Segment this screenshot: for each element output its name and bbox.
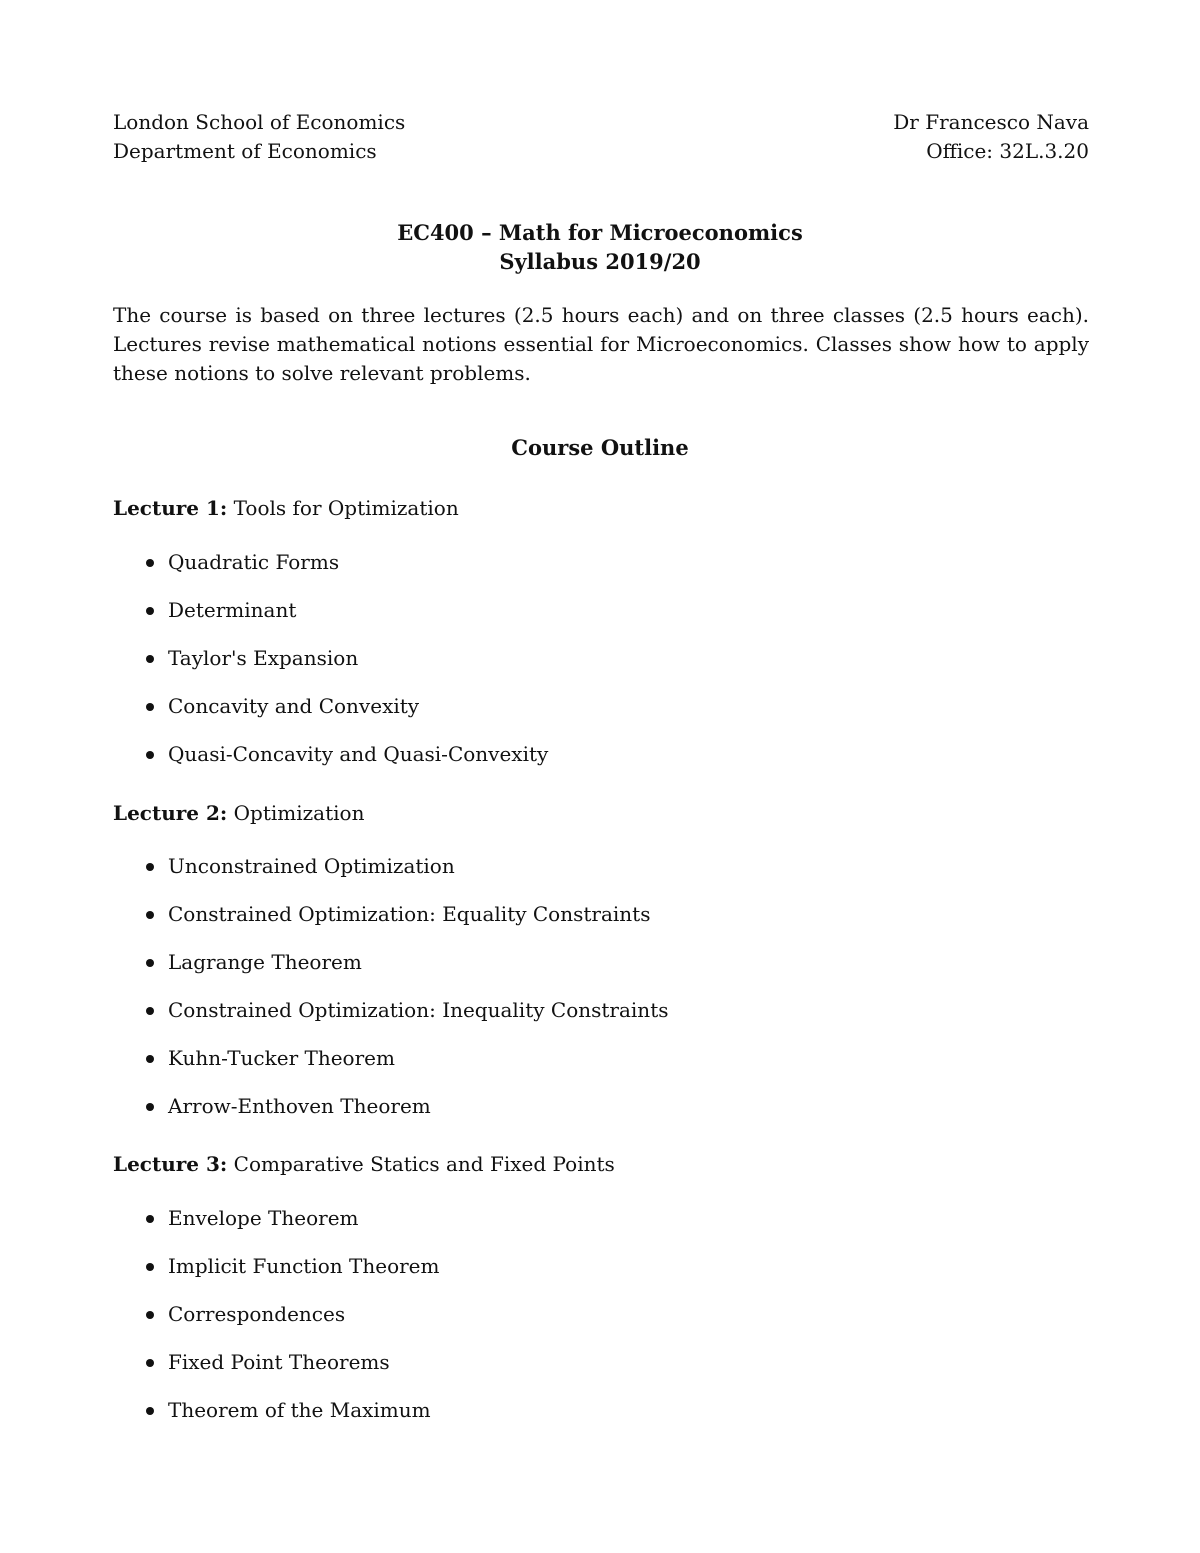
list-item [146,1348,439,1396]
topic-text: Implicit Function Theorem [168,1254,440,1278]
office-location: Office: 32L.3.20 [926,139,1089,163]
institution-block [113,108,405,166]
topic-text: Envelope Theorem [168,1206,359,1230]
lecture-heading [113,494,459,523]
lecture-topic-list [146,548,548,788]
course-title: EC400 – Math for Microeconomics [397,220,803,245]
topic-text: Constrained Optimization: Inequality Constraints [168,998,669,1022]
list-item [146,596,548,644]
bullet-icon [146,1007,154,1015]
topic-text: Quadratic Forms [168,550,340,574]
instructor-block [893,108,1089,166]
topic-text: Concavity and Convexity [168,694,420,718]
list-item [146,996,669,1044]
institution-name: London School of Economics [113,110,406,134]
topic-text: Determinant [168,598,297,622]
list-item [146,644,548,692]
lecture-title: Tools for Optimization [233,496,459,520]
lecture-label: Lecture 1: [113,496,228,520]
list-item [146,852,669,900]
list-item [146,548,548,596]
topic-text: Fixed Point Theorems [168,1350,390,1374]
bullet-icon [146,863,154,871]
bullet-icon [146,751,154,759]
bullet-icon [146,559,154,567]
lecture-label: Lecture 2: [113,801,228,825]
topic-text: Constrained Optimization: Equality Constraints [168,902,651,926]
bullet-icon [146,607,154,615]
lecture-heading [113,799,364,828]
list-item [146,948,669,996]
syllabus-year: Syllabus 2019/20 [499,249,701,274]
bullet-icon [146,1359,154,1367]
course-description: The course is based on three lectures (2.5 hours each) and on three classes (2.5 hours each). Lectures revise mathematical notions essential for Microeconomics. Classes show how to apply these notions to solve relevant problems. [113,303,1089,385]
list-item [146,900,669,948]
lecture-label: Lecture 3: [113,1152,228,1176]
list-item [146,1252,439,1300]
topic-text: Arrow-Enthoven Theorem [168,1094,431,1118]
course-title-block [0,218,1200,276]
outline-heading: Course Outline [511,435,689,460]
topic-text: Lagrange Theorem [168,950,362,974]
list-item [146,692,548,740]
bullet-icon [146,655,154,663]
bullet-icon [146,1215,154,1223]
list-item [146,1396,439,1444]
list-item [146,1092,669,1140]
instructor-name: Dr Francesco Nava [893,110,1089,134]
topic-text: Unconstrained Optimization [168,854,455,878]
bullet-icon [146,703,154,711]
department-name: Department of Economics [113,139,377,163]
lecture-topic-list [146,1204,439,1444]
lecture-title: Comparative Statics and Fixed Points [233,1152,615,1176]
bullet-icon [146,911,154,919]
bullet-icon [146,1407,154,1415]
lecture-heading [113,1150,615,1179]
bullet-icon [146,1055,154,1063]
topic-text: Correspondences [168,1302,346,1326]
topic-text: Kuhn-Tucker Theorem [168,1046,395,1070]
bullet-icon [146,1311,154,1319]
lecture-topic-list [146,852,669,1140]
topic-text: Theorem of the Maximum [168,1398,431,1422]
bullet-icon [146,959,154,967]
list-item [146,740,548,788]
topic-text: Taylor's Expansion [168,646,359,670]
document-header [113,108,1089,166]
list-item [146,1204,439,1252]
list-item [146,1044,669,1092]
bullet-icon [146,1263,154,1271]
bullet-icon [146,1103,154,1111]
list-item [146,1300,439,1348]
topic-text: Quasi-Concavity and Quasi-Convexity [168,742,549,766]
lecture-title: Optimization [233,801,365,825]
